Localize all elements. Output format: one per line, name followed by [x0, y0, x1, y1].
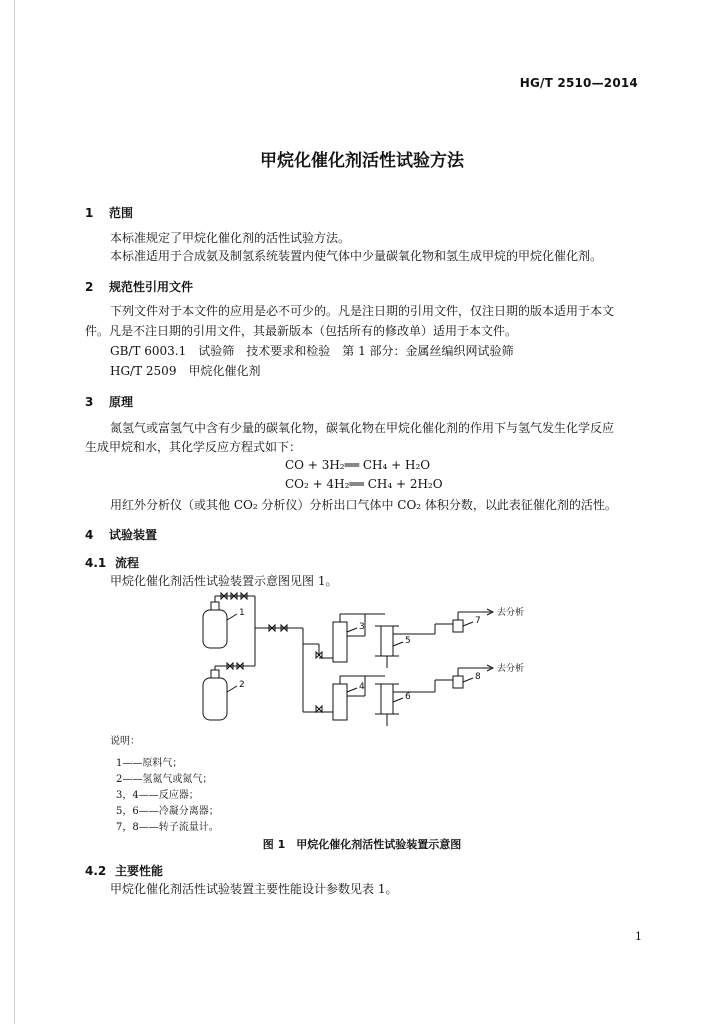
flowmeter-7 — [453, 620, 463, 632]
paragraph: 甲烷化催化剂活性试验装置示意图见图 1。 — [110, 574, 338, 588]
label-4: 4 — [359, 682, 365, 692]
section-2-heading — [85, 278, 193, 295]
label-1: 1 — [239, 608, 245, 618]
section-title: 原理 — [109, 395, 134, 409]
section-3-heading — [85, 393, 133, 410]
figure-caption: 图 1 甲烷化催化剂活性试验装置示意图 — [262, 838, 462, 851]
paragraph: 本标准适用于合成氨及制氢系统装置内使气体中少量碳氧化物和氢生成甲烷的甲烷化催化剂。 — [110, 249, 603, 263]
equation-2: CO₂ + 4H₂══ CH₄ + 2H₂O — [285, 477, 443, 491]
section-title: 主要性能 — [115, 864, 164, 878]
section-1-heading — [85, 204, 133, 221]
label-3: 3 — [359, 622, 365, 632]
gas-cylinder-1 — [203, 596, 227, 648]
paragraph: 用红外分析仪（或其他 CO₂ 分析仪）分析出口气体中 CO₂ 体积分数，以此表征催化剂的活性。 — [110, 498, 617, 512]
reference-item: GB/T 6003.1 试验筛 技术要求和检验 第 1 部分：金属丝编织网试验筛 — [110, 344, 514, 358]
valve-group-bottom — [215, 663, 255, 669]
standard-code: HG/T 2510—2014 — [519, 76, 638, 90]
page-number: 1 — [635, 930, 642, 943]
document-title: 甲烷化催化剂活性试验方法 — [260, 151, 464, 171]
section-title: 范围 — [109, 206, 134, 220]
reactor-4 — [333, 684, 347, 720]
legend-item: 2——氢氮气或氮气； — [116, 774, 213, 785]
apparatus-schematic — [185, 588, 565, 728]
label-6: 6 — [405, 692, 411, 702]
section-title: 流程 — [115, 556, 140, 570]
paragraph: 氮氢气或富氢气中含有少量的碳氧化物，碳氧化物在甲烷化催化剂的作用下与氢气发生化学反应 — [110, 421, 615, 435]
section-number: 4.1 — [85, 556, 107, 570]
label-7: 7 — [475, 616, 481, 626]
equation-1: CO + 3H₂══ CH₄ + H₂O — [285, 458, 431, 472]
paragraph: 件。凡是不注日期的引用文件，其最新版本（包括所有的修改单）适用于本文件。 — [85, 324, 518, 338]
section-title: 规范性引用文件 — [109, 280, 194, 294]
outlet-label-bottom: 去分析 — [497, 664, 525, 674]
valve-group-top — [215, 593, 255, 599]
section-number: 2 — [85, 280, 94, 294]
reference-item: HG/T 2509 甲烷化催化剂 — [110, 364, 261, 378]
section-4-1-heading — [85, 554, 139, 571]
paragraph: 甲烷化催化剂活性试验装置主要性能设计参数见表 1。 — [110, 882, 398, 896]
flowmeter-8 — [453, 676, 463, 688]
paragraph: 下列文件对于本文件的应用是必不可少的。凡是注日期的引用文件，仅注日期的版本适用于本文 — [110, 304, 615, 318]
legend-title: 说明： — [110, 736, 140, 747]
legend-item: 1——原料气； — [116, 758, 183, 769]
label-8: 8 — [475, 672, 481, 682]
section-4-heading — [85, 526, 157, 543]
label-2: 2 — [239, 680, 245, 690]
condenser-5 — [381, 626, 393, 656]
gas-cylinder-2 — [203, 666, 227, 720]
paragraph: 本标准规定了甲烷化催化剂的活性试验方法。 — [110, 231, 351, 245]
legend-item: 5，6——冷凝分离器； — [116, 806, 219, 817]
section-number: 4 — [85, 528, 94, 542]
legend-item: 3，4——反应器； — [116, 790, 199, 801]
section-number: 1 — [85, 206, 94, 220]
paragraph: 生成甲烷和水，其化学反应方程式如下： — [85, 440, 302, 454]
outlet-label-top: 去分析 — [497, 608, 525, 618]
reactor-3 — [333, 622, 347, 662]
section-4-2-heading — [85, 862, 163, 879]
label-5: 5 — [405, 636, 411, 646]
section-number: 4.2 — [85, 864, 107, 878]
section-title: 试验装置 — [109, 528, 158, 542]
condenser-6 — [381, 684, 393, 714]
section-number: 3 — [85, 395, 94, 409]
legend-item: 7，8——转子流量计。 — [116, 822, 219, 833]
